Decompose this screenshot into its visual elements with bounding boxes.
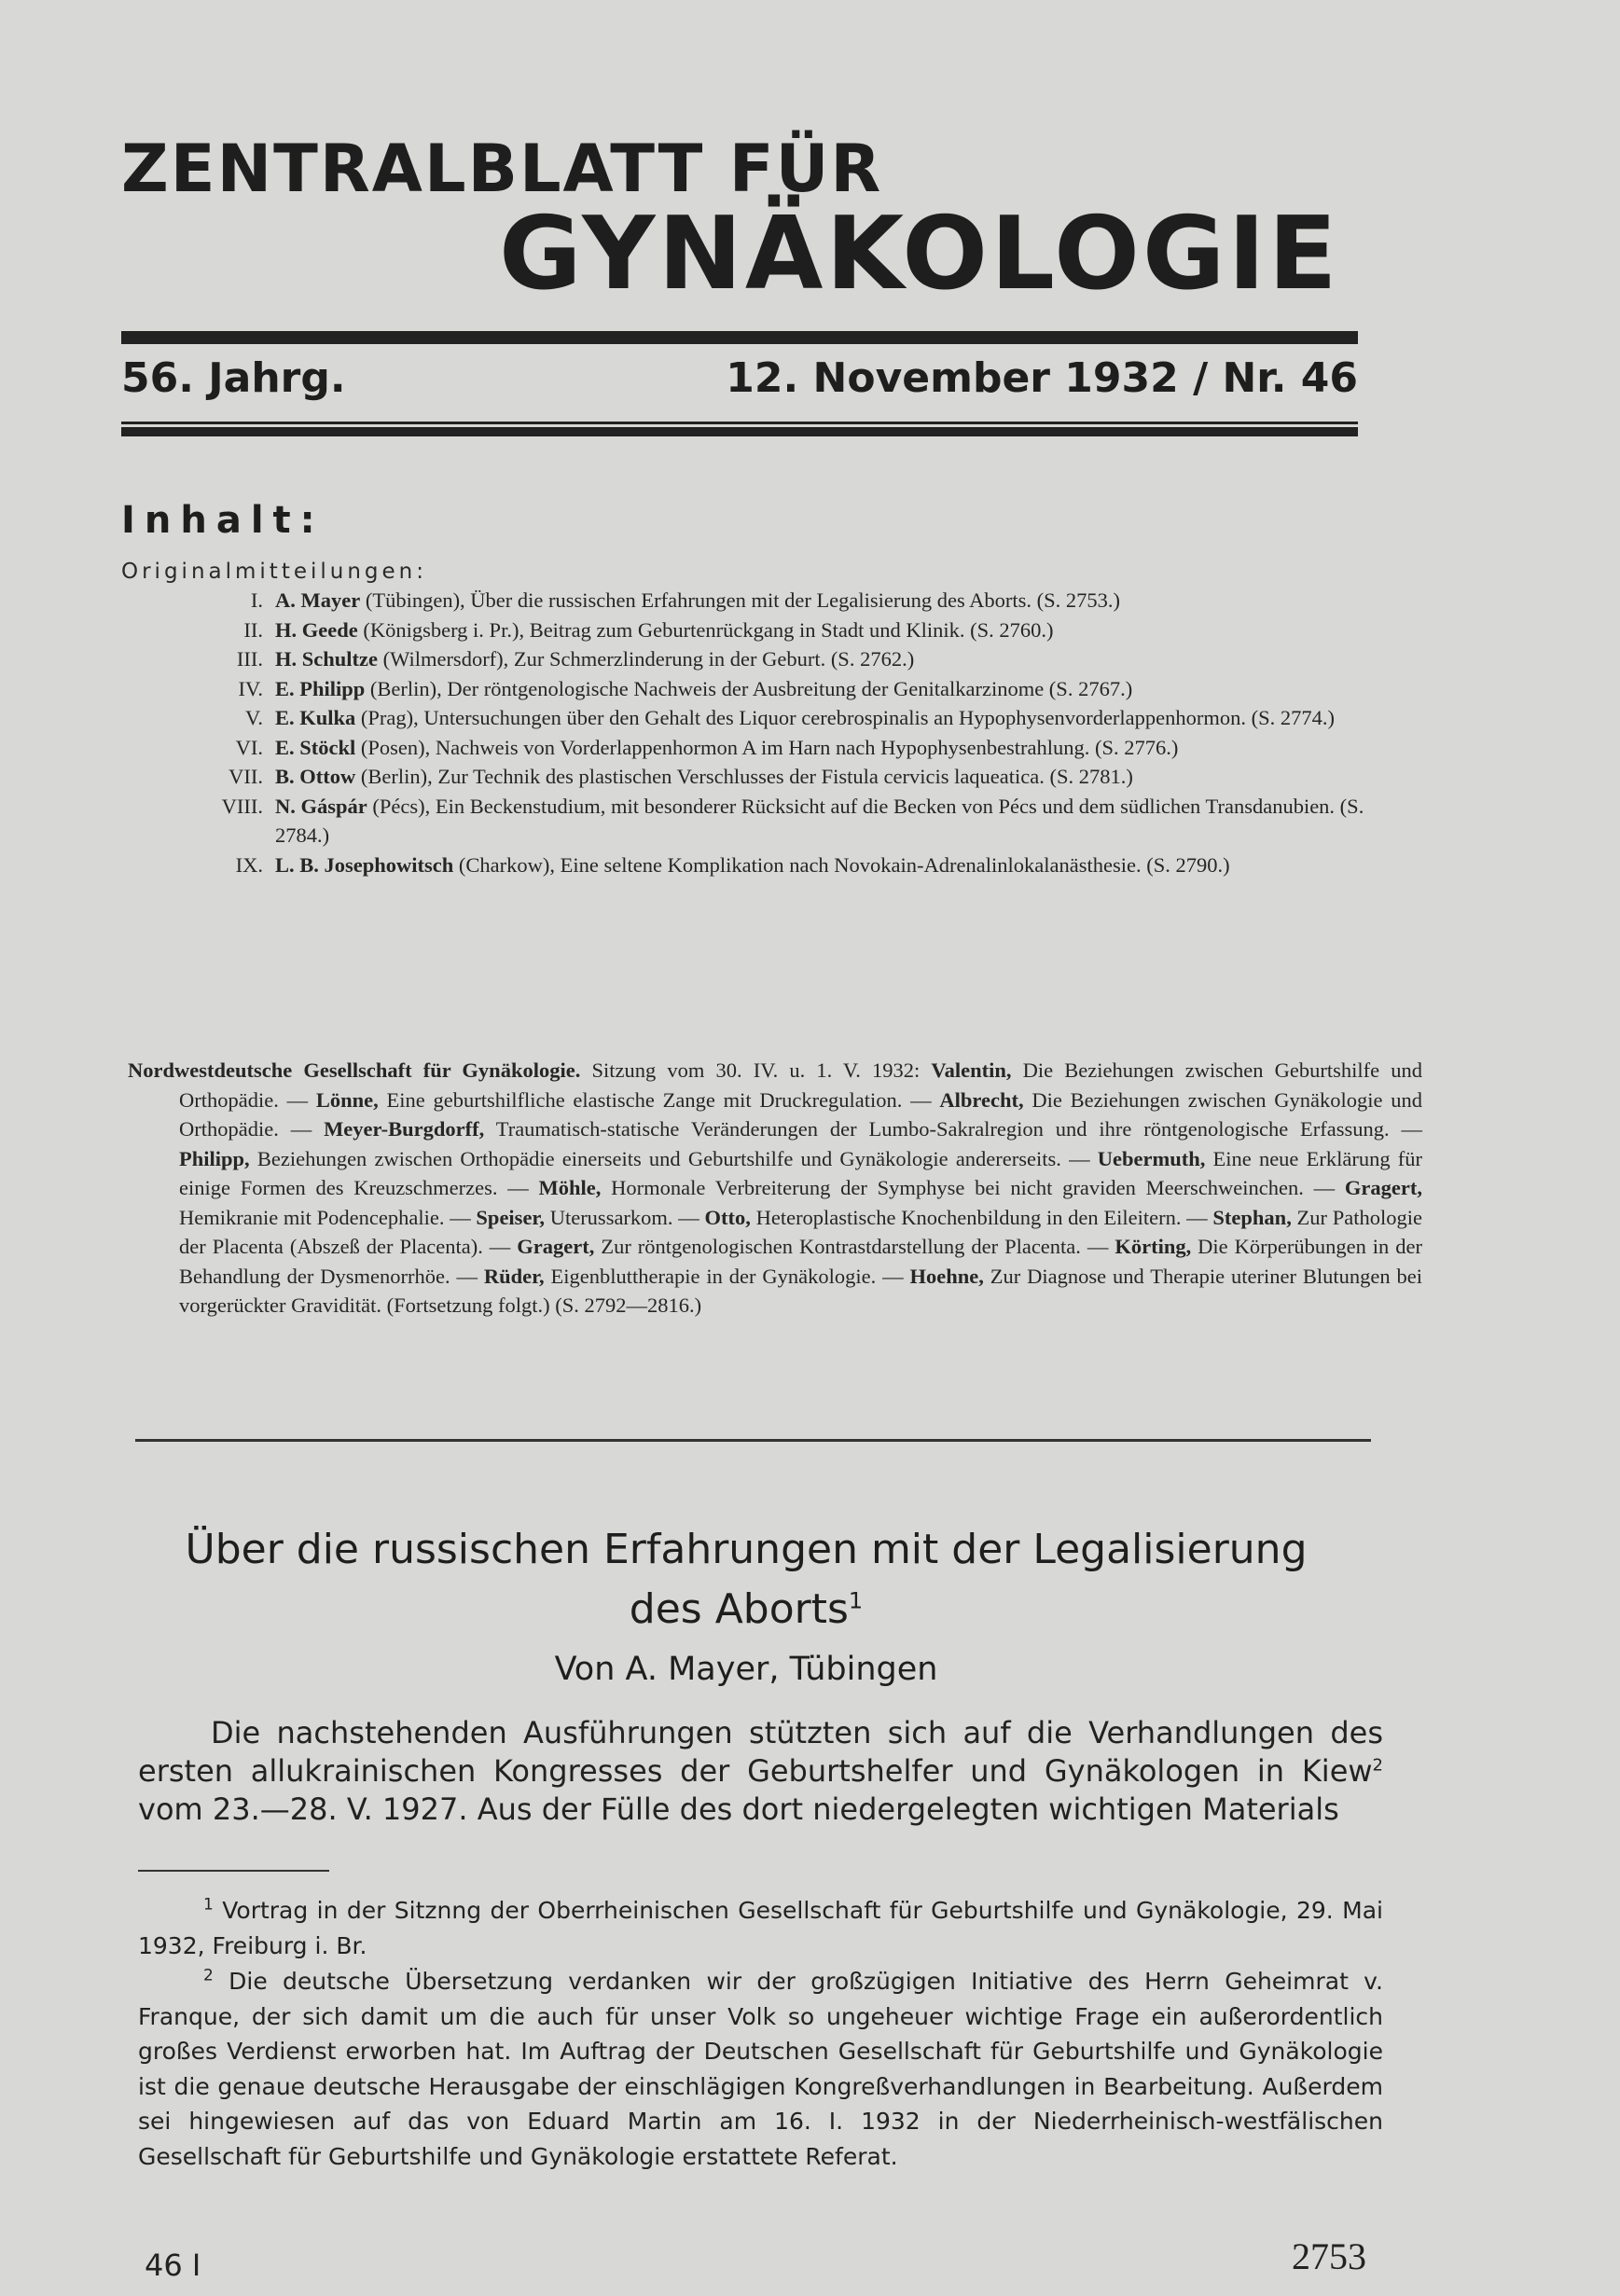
society-topic: Eine geburtshilfliche elastische Zange mit Druckregulation. — <box>378 1087 940 1112</box>
article-title <box>112 1520 1380 1639</box>
toc-entry[interactable] <box>187 733 1371 763</box>
volume-label: 56. Jahrg. <box>121 354 346 402</box>
toc-entry-text: (Charkow), Eine seltene Komplikation nach Novokain-Adrenalinlokalanästhesie. (S. 2790.) <box>453 852 1230 877</box>
article-body-footnote-mark[interactable]: 2 <box>1372 1755 1383 1776</box>
article-title-line1: Über die russischen Erfahrungen mit der Legalisierung <box>185 1526 1308 1573</box>
article-body-part1: Die nachstehenden Ausführungen stützten sich auf die Verhandlungen des ersten allukrainischen Kongresses der Geburtshelfer und Gynäkologen in Kiew <box>138 1715 1383 1789</box>
footnote-rule <box>138 1870 329 1872</box>
society-speaker: Meyer-Burgdorff, <box>324 1117 485 1141</box>
society-speaker: Albrecht, <box>939 1087 1024 1112</box>
society-topic: Sitzung vom 30. IV. u. 1. V. 1932: <box>580 1058 932 1082</box>
masthead-title-line1: ZENTRALBLATT FÜR <box>121 131 883 207</box>
society-speaker: Otto, <box>704 1205 751 1229</box>
footnote-1-mark: 1 <box>203 1895 214 1915</box>
masthead-rule-top <box>121 331 1358 344</box>
society-topic: Traumatisch-statische Veränderungen der Lumbo-Sakralregion und ihre röntgenologische Erfassung. — <box>484 1117 1422 1141</box>
society-topic: Zur röntgenologischen Kontrastdarstellung der Placenta. — <box>594 1235 1115 1258</box>
contents-list <box>187 586 1371 879</box>
footnote-2-text: Die deutsche Übersetzung verdanken wir der großzügigen Initiative des Herrn Geheimrat v. Franque, der sich damit um die auch für unser Volk so ungeheuer wichtige Frage ein außerordentlich großes Verdienst erworben hat. Im Auftrag der Deutschen Gesellschaft für Geburtshilfe und Gynäkologie ist die genaue deutsche Herausgabe der einschlägigen Kongreßverhandlungen in Bearbeitung. Außerdem sei hingewiesen auf das von Eduard Martin am 16. I. 1932 in der Niederrheinisch-westfälischen Gesellschaft für Geburtshilfe und Gynäkologie erstattete Referat. <box>138 1968 1383 2170</box>
footnote-2 <box>138 1964 1383 2174</box>
page-number: 2753 <box>1292 2235 1366 2277</box>
toc-entry-author: L. B. Josephowitsch <box>275 852 454 877</box>
article-body <box>138 1714 1383 1829</box>
society-topic: Die Beziehungen zwischen Geburtshilfe und Orthopädie. — <box>179 1058 1423 1112</box>
footnote-2-mark: 2 <box>203 1966 214 1985</box>
society-topic: Beziehungen zwischen Orthopädie einerseits und Geburtshilfe und Gynäkologie andererseits. — <box>249 1146 1098 1170</box>
toc-entry-text: (Prag), Untersuchungen über den Gehalt des Liquor cerebrospinalis an Hypophysenvorderlappenhormon. (S. 2774.) <box>355 706 1336 729</box>
toc-entry-text: (Königsberg i. Pr.), Beitrag zum Geburtenrückgang in Stadt und Klinik. (S. 2760.) <box>357 617 1054 642</box>
society-speaker: Speiser, <box>476 1205 545 1229</box>
contents-section-label: Originalmitteilungen: <box>121 560 427 584</box>
toc-entry-number: III. <box>236 647 263 671</box>
toc-entry-text: (Tübingen), Über die russischen Erfahrungen mit der Legalisierung des Aborts. (S. 2753.) <box>360 588 1121 612</box>
toc-entry-text: (Posen), Nachweis von Vorderlappenhormon A im Harn nach Hypophysenbestrahlung. (S. 2776.) <box>355 735 1179 759</box>
society-topic: Zur Pathologie der Placenta (Abszeß der Placenta). — <box>179 1205 1422 1258</box>
society-speaker: Nordwestdeutsche Gesellschaft für Gynäkologie. <box>128 1058 581 1082</box>
toc-entry-number: VII. <box>228 765 263 788</box>
footnote-1 <box>138 1893 1383 1963</box>
toc-entry-author: N. Gáspár <box>275 794 367 818</box>
toc-entry[interactable] <box>187 586 1371 615</box>
footnote-1-text: Vortrag in der Sitznng der Oberrheinischen Gesellschaft für Geburtshilfe und Gynäkologie, 29. Mai 1932, Freiburg i. Br. <box>138 1897 1383 1959</box>
toc-entry-text: (Berlin), Der röntgenologische Nachweis der Ausbreitung der Genitalkarzinome (S. 2767.) <box>365 676 1133 700</box>
article-body-part2: vom 23.—28. V. 1927. Aus der Fülle des dort niedergelegten wichtigen Materials <box>138 1791 1339 1827</box>
toc-entry[interactable] <box>187 792 1371 851</box>
masthead-rule-mid <box>121 422 1358 424</box>
society-topic: Heteroplastische Knochenbildung in den Eileitern. — <box>750 1205 1213 1229</box>
toc-entry[interactable] <box>187 851 1371 880</box>
contents-separator <box>135 1439 1371 1442</box>
society-topic: Eigenbluttherapie in der Gynäkologie. — <box>544 1264 910 1288</box>
toc-entry-author: E. Stöckl <box>275 735 356 759</box>
society-speaker: Philipp, <box>179 1146 250 1170</box>
society-speaker: Körting, <box>1115 1235 1192 1258</box>
toc-entry-number: V. <box>245 706 263 729</box>
toc-entry-author: H. Geede <box>275 617 358 642</box>
society-speaker: Möhle, <box>538 1176 602 1199</box>
society-topic: Die Beziehungen zwischen Gynäkologie und Orthopädie. — <box>179 1087 1422 1141</box>
society-speaker: Stephan, <box>1212 1205 1292 1229</box>
contents-heading: Inhalt: <box>121 499 325 542</box>
toc-entry[interactable] <box>187 615 1371 645</box>
toc-entry-author: H. Schultze <box>275 647 378 671</box>
toc-entry[interactable] <box>187 762 1371 792</box>
toc-entry-text: (Berlin), Zur Technik des plastischen Verschlusses der Fistula cervicis laqueatica. (S. 2781.) <box>355 765 1133 788</box>
toc-entry-author: E. Philipp <box>275 676 366 700</box>
toc-entry[interactable] <box>187 644 1371 674</box>
society-report-summary <box>128 1056 1422 1321</box>
society-speaker: Gragert, <box>517 1235 595 1258</box>
society-speaker: Gragert, <box>1344 1176 1422 1199</box>
masthead-rule-bottom <box>121 427 1358 436</box>
society-topic: Hormonale Verbreiterung der Symphyse bei nicht graviden Meerschweinchen. — <box>601 1176 1345 1199</box>
society-topic: Eine neue Erklärung für einige Formen des Kreuzschmerzes. — <box>179 1146 1422 1199</box>
society-topic: Hemikranie mit Podencephalie. — <box>179 1205 477 1229</box>
society-speaker: Valentin, <box>931 1058 1012 1082</box>
toc-entry-author: A. Mayer <box>275 588 361 612</box>
toc-entry-text: (Pécs), Ein Beckenstudium, mit besonderer Rücksicht auf die Becken von Pécs und dem südlichen Transdanubien. (S. 2784.) <box>275 794 1364 847</box>
toc-entry-author: E. Kulka <box>275 706 356 729</box>
article-title-line2: des Aborts <box>629 1585 849 1633</box>
article-title-footnote-mark[interactable]: 1 <box>848 1587 864 1614</box>
toc-entry-number: VI. <box>235 735 263 759</box>
toc-entry[interactable] <box>187 703 1371 733</box>
society-topic: Die Körperübungen in der Behandlung der Dysmenorrhöe. — <box>179 1235 1422 1288</box>
toc-entry-number: II. <box>243 617 263 642</box>
society-speaker: Hoehne, <box>909 1264 984 1288</box>
toc-entry[interactable] <box>187 674 1371 704</box>
article-author: Von A. Mayer, Tübingen <box>554 1651 938 1688</box>
issue-label: 12. November 1932 / Nr. 46 <box>726 354 1358 402</box>
society-topic: Zur Diagnose und Therapie uteriner Blutungen bei vorgerückter Gravidität. (Fortsetzung folgt.) (S. 2792—2816.) <box>179 1264 1423 1317</box>
printer-signature: 46 I <box>145 2248 201 2283</box>
toc-entry-number: IX. <box>235 852 263 877</box>
masthead-title-line2: GYNÄKOLOGIE <box>499 196 1340 312</box>
society-speaker: Uebermuth, <box>1097 1146 1206 1170</box>
toc-entry-author: B. Ottow <box>275 765 356 788</box>
toc-entry-number: IV. <box>238 676 263 700</box>
society-speaker: Lönne, <box>315 1087 379 1112</box>
toc-entry-number: VIII. <box>221 794 263 818</box>
society-speaker: Rüder, <box>483 1264 545 1288</box>
toc-entry-number: I. <box>250 588 263 612</box>
toc-entry-text: (Wilmersdorf), Zur Schmerzlinderung in der Geburt. (S. 2762.) <box>378 647 915 671</box>
society-topic: Uterussarkom. — <box>544 1205 705 1229</box>
